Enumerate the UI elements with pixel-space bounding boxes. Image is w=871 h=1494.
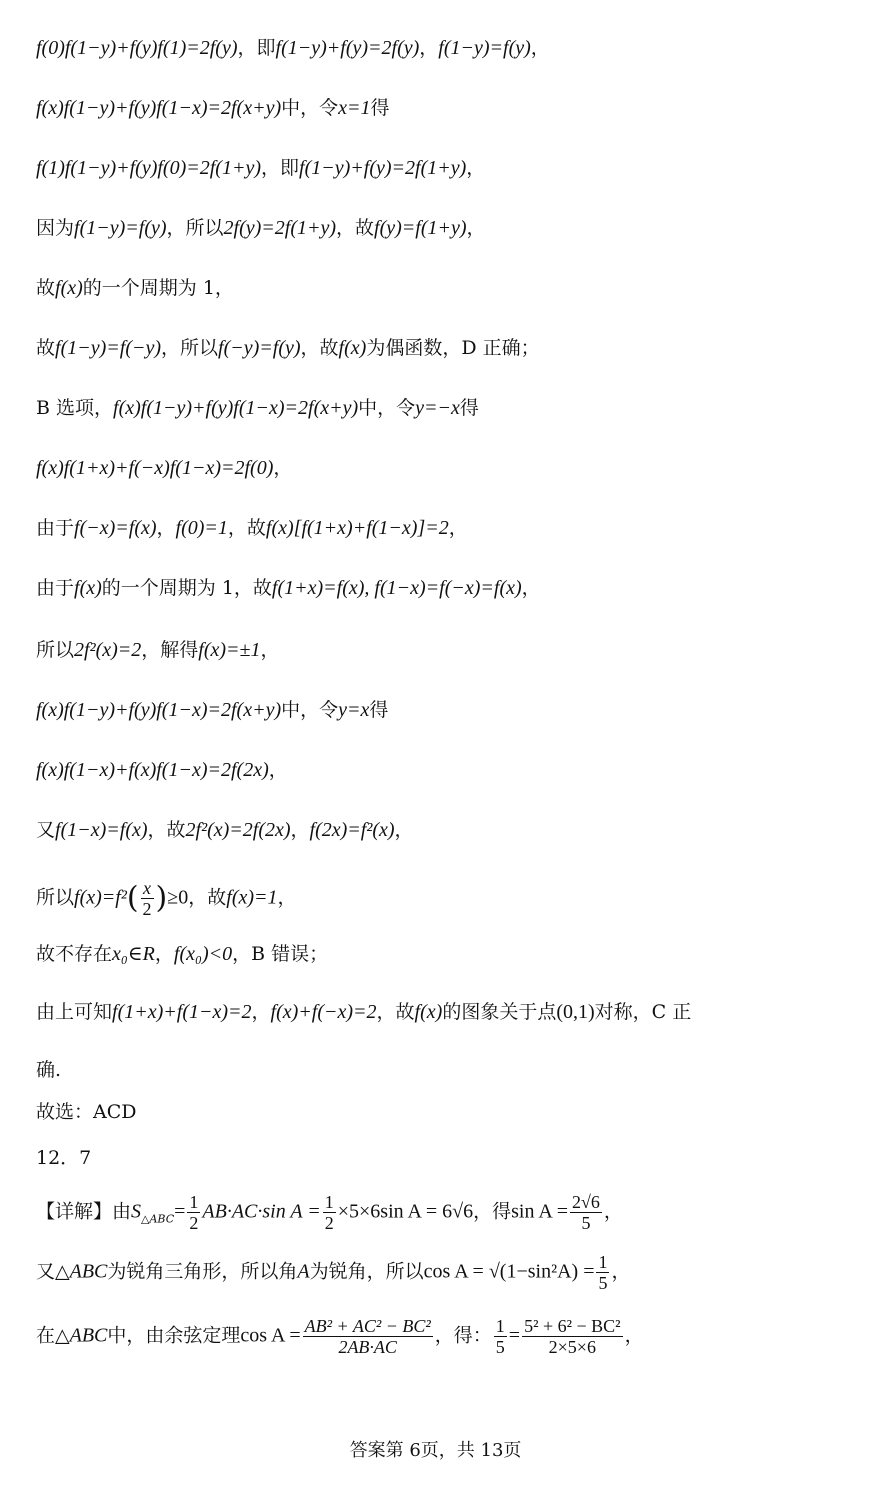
- text-segment: 的一个周期为 1，: [82, 277, 234, 299]
- math-expression: f(0)f(1−y)+f(y)f(1)=2f(y): [36, 37, 238, 59]
- line-10: [36, 574, 541, 602]
- text-segment: ，故: [147, 819, 186, 841]
- text-segment: 中，令: [358, 397, 416, 419]
- text-segment: ，即: [261, 157, 300, 179]
- text-segment: 由于: [36, 577, 75, 599]
- text-segment: ，所以: [161, 337, 219, 359]
- math-expression: f(x): [55, 277, 83, 299]
- text-segment: 中，令: [281, 97, 339, 119]
- text-segment: ，故: [300, 337, 339, 359]
- math-expression: f(−y)=f(y): [218, 337, 301, 359]
- line-2: [36, 94, 390, 122]
- text-segment: ，: [273, 457, 293, 479]
- text-segment: ，: [394, 819, 414, 841]
- text-segment: 又: [36, 819, 56, 841]
- math-expression: f(1)f(1−y)+f(y)f(0)=2f(1+y): [36, 157, 261, 179]
- fraction-substituted: $\frac{\text{5² + 6² − BC²}}{2\times 5\times 6}$: [524, 1316, 621, 1357]
- text-segment: ，即: [237, 37, 276, 59]
- text-segment: 得: [459, 397, 479, 419]
- text-segment: ，: [156, 517, 176, 539]
- text-segment: ，所以: [166, 217, 224, 239]
- math-expression: f(1−x)=f(x): [55, 819, 148, 841]
- line-18: 确.: [36, 1059, 62, 1081]
- fraction-cosine-law: $\frac{\text{AB² + AC² − BC²}}{2AB\cdot AC}$: [304, 1316, 431, 1357]
- line-1: [36, 34, 550, 62]
- math-expression: f(0)=1: [175, 517, 228, 539]
- text-segment: ，故: [227, 517, 266, 539]
- math-expression: f(2x)=f²(x): [309, 819, 395, 841]
- text-segment: B 选项，: [36, 397, 114, 419]
- text-segment: ，: [466, 157, 486, 179]
- fraction-half-1: $\frac{1}{2}$: [189, 1192, 199, 1233]
- math-expression: f(−x)=f(x): [74, 517, 157, 539]
- math-expression: y=x: [338, 699, 370, 721]
- line-5: [36, 274, 234, 302]
- fraction-half-2: $\frac{1}{2}$: [324, 1192, 334, 1233]
- line-11: [36, 636, 280, 664]
- line-21: 【详解】由$S_{\triangle ABC}=$ $\frac{1}{2}$ AB·AC·sin A = $\frac{1}{2}$ ×5×6sin A = 6√6，得sin A = $\frac{2√6}{5}$ ，: [36, 1192, 623, 1233]
- line-12: [36, 696, 388, 724]
- math-expression: f(x)f(1+x)+f(−x)f(1−x)=2f(0): [36, 457, 274, 479]
- text-segment: ，: [521, 577, 541, 599]
- text-segment: 因为: [36, 217, 75, 239]
- math-expression: f(x)f(1−y)+f(y)f(1−x)=2f(x+y): [113, 397, 359, 419]
- line-15: 所以f(x)=f²( $\frac{x}{2}$ )≥0，故f(x)=1，: [36, 878, 297, 919]
- math-expression: f(x)[f(1+x)+f(1−x)]=2: [265, 517, 449, 539]
- math-expression: 2f(y)=2f(1+y): [223, 217, 337, 239]
- math-expression: 2f²(x)=2f(2x): [185, 819, 291, 841]
- text-segment: ，: [268, 759, 288, 781]
- math-expression: f(x)f(1−y)+f(y)f(1−x)=2f(x+y): [36, 699, 282, 721]
- line-8: [36, 454, 292, 482]
- line-9: [36, 514, 468, 542]
- math-expression: f(1−y)+f(y)=2f(y): [275, 37, 420, 59]
- fraction-cosA: $\frac{1}{5}$: [598, 1252, 608, 1293]
- math-expression: y=−x: [415, 397, 460, 419]
- text-segment: ，故: [336, 217, 375, 239]
- line-3: [36, 154, 485, 182]
- math-expression: f(1−y)=f(y): [438, 37, 531, 59]
- math-expression: f(1−y)=f(y): [74, 217, 167, 239]
- page-footer: 答案第 6页，共 13页: [349, 1440, 522, 1461]
- text-segment: 的一个周期为 1，故: [101, 577, 272, 599]
- text-segment: ，解得: [141, 639, 199, 661]
- math-expression: f(y)=f(1+y): [374, 217, 467, 239]
- text-segment: ，: [448, 517, 468, 539]
- fraction-one-fifth: $\frac{1}{5}$: [495, 1316, 505, 1357]
- text-segment: ，: [260, 639, 280, 661]
- text-segment: 中，令: [281, 699, 339, 721]
- math-expression: f(1+x)=f(x), f(1−x)=f(−x)=f(x): [271, 577, 522, 599]
- text-segment: 为偶函数，D 正确；: [366, 337, 540, 359]
- line-20: 12．7: [36, 1147, 92, 1169]
- math-expression: f(x)f(1−x)+f(x)f(1−x)=2f(2x): [36, 759, 269, 781]
- text-segment: ，: [290, 819, 310, 841]
- math-expression: f(x): [74, 577, 102, 599]
- text-segment: ，: [530, 37, 550, 59]
- text-segment: 得: [369, 699, 389, 721]
- text-segment: 故: [36, 277, 56, 299]
- math-expression: x=1: [338, 97, 371, 119]
- math-expression: 2f²(x)=2: [74, 639, 142, 661]
- line-13: [36, 756, 288, 784]
- math-expression: f(x)=±1: [198, 639, 261, 661]
- line-4: [36, 214, 486, 242]
- line-14: [36, 816, 414, 844]
- line-23: 在△ABC中，由余弦定理cos A = $\frac{\text{AB² + AC² − BC²}}{2AB\cdot AC}$ ，得： $\frac{1}{5}$ = $\frac{\text{5² + 6² − BC²}}{2\times 5\times 6}$ ，: [36, 1316, 644, 1357]
- line-19: 故选：ACD: [36, 1101, 137, 1123]
- text-segment: 故: [36, 337, 56, 359]
- line-7: [36, 394, 479, 422]
- math-expression: f(1−y)=f(−y): [55, 337, 162, 359]
- math-expression: f(x)f(1−y)+f(y)f(1−x)=2f(x+y): [36, 97, 282, 119]
- line-6: [36, 334, 540, 362]
- text-segment: 得: [370, 97, 390, 119]
- fraction-sinA: $\frac{2√6}{5}$: [572, 1192, 600, 1233]
- text-segment: ，: [466, 217, 486, 239]
- math-expression: f(x): [338, 337, 367, 359]
- text-segment: 所以: [36, 639, 75, 661]
- text-segment: 由于: [36, 517, 75, 539]
- line-22: 又△ABC为锐角三角形，所以角A为锐角，所以cos A = √(1−sin²A) = $\frac{1}{5}$ ，: [36, 1252, 631, 1293]
- fraction-x-over-2: $\frac{x}{2}$: [142, 878, 152, 919]
- text-segment: ，: [419, 37, 439, 59]
- line-16: 故不存在x₀∈R，f(x₀)<0，B 错误；: [36, 943, 329, 965]
- math-expression: f(1−y)+f(y)=2f(1+y): [299, 157, 467, 179]
- line-17: 由上可知f(1+x)+f(1−x)=2，f(x)+f(−x)=2，故f(x)的图象关于点(0,1)对称，C 正: [36, 1001, 692, 1023]
